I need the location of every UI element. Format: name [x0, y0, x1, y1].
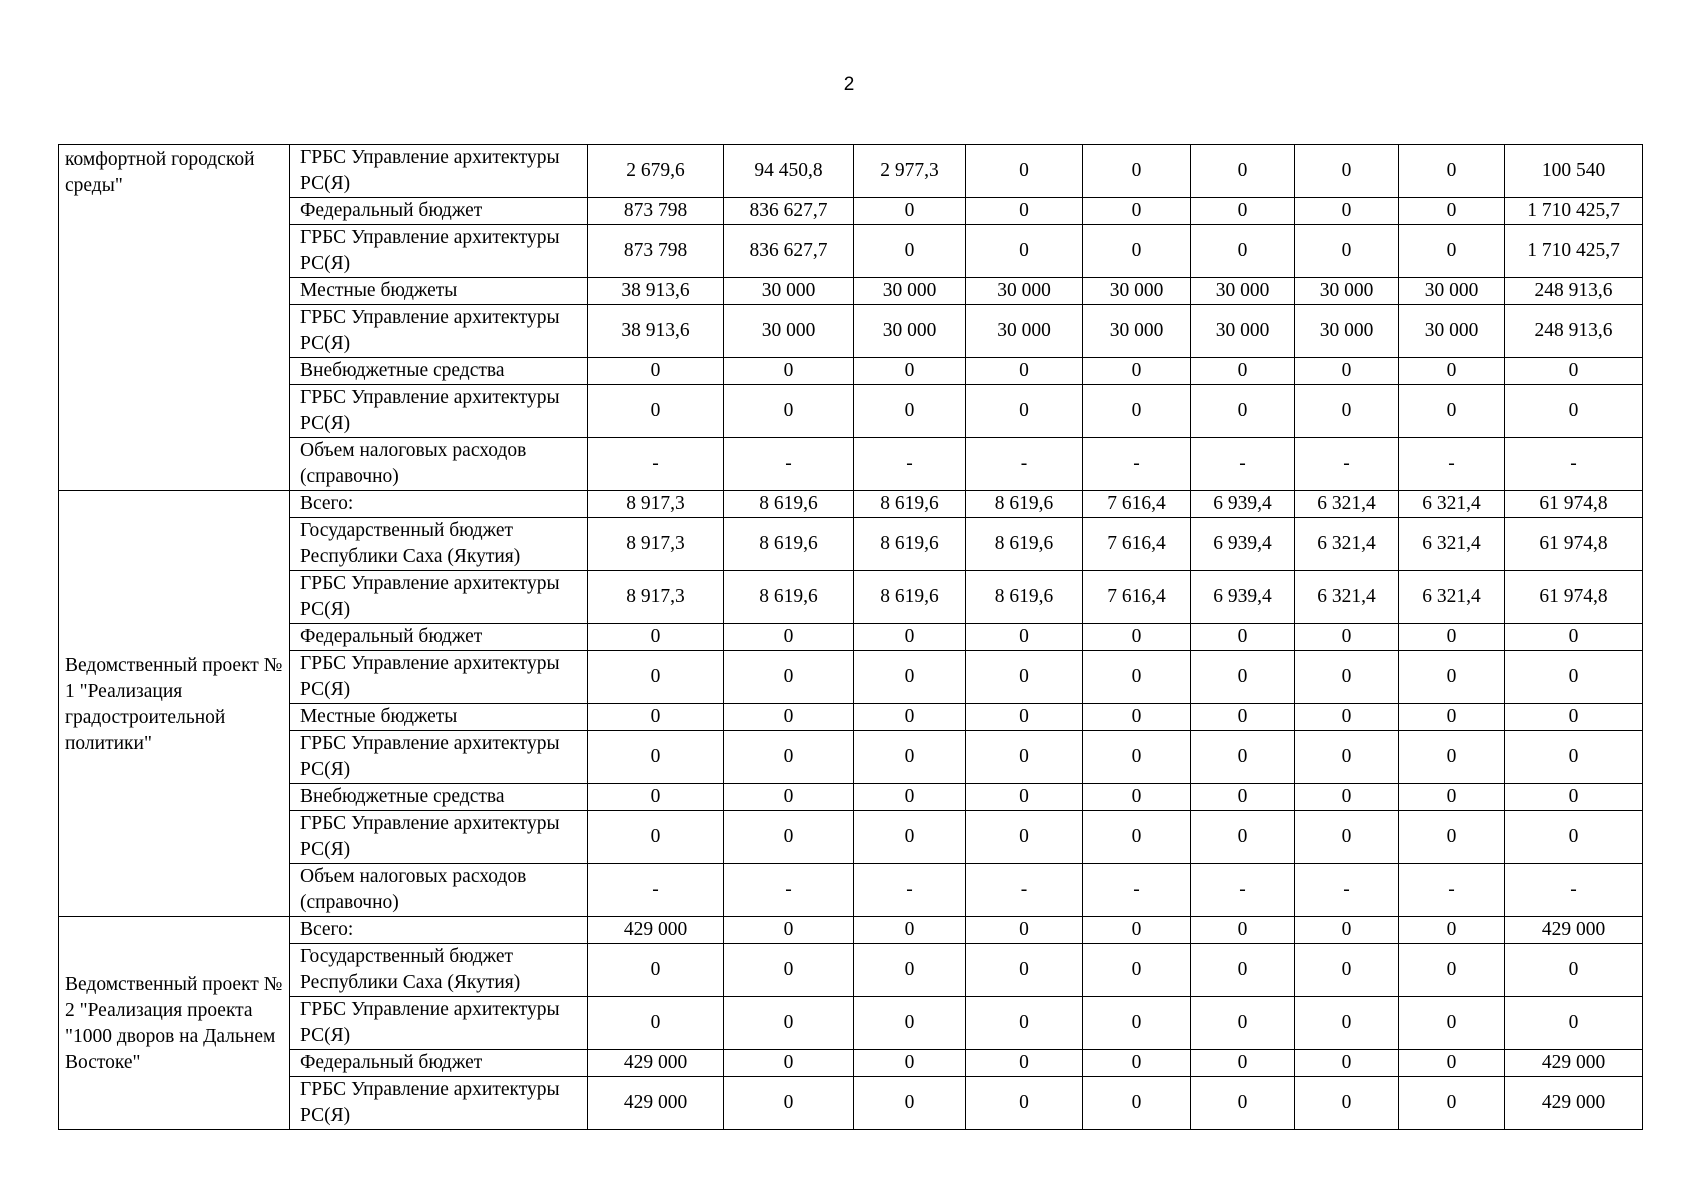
year-value: 0: [966, 145, 1083, 198]
year-value: 8 619,6: [854, 518, 966, 571]
year-value: 6 939,4: [1191, 518, 1295, 571]
year-value: 30 000: [724, 278, 854, 305]
year-value: 0: [1295, 624, 1399, 651]
year-value: 0: [854, 1050, 966, 1077]
table-row: [59, 438, 1643, 491]
year-value: 0: [1399, 1050, 1505, 1077]
budget-table: [58, 144, 1643, 1130]
funding-source: Местные бюджеты: [290, 704, 588, 731]
total-value: 0: [1505, 358, 1643, 385]
year-value: 0: [854, 811, 966, 864]
year-value: 94 450,8: [724, 145, 854, 198]
year-value: -: [966, 438, 1083, 491]
year-value: 0: [1191, 997, 1295, 1050]
total-value: 0: [1505, 624, 1643, 651]
year-value: 0: [1295, 917, 1399, 944]
year-value: 0: [1083, 784, 1191, 811]
funding-source: Государственный бюджет Республики Саха (Якутия): [290, 518, 588, 571]
year-value: 0: [1399, 731, 1505, 784]
year-value: 0: [1191, 731, 1295, 784]
year-value: -: [1295, 864, 1399, 917]
year-value: 0: [1083, 225, 1191, 278]
year-value: 0: [588, 651, 724, 704]
year-value: 0: [1083, 385, 1191, 438]
year-value: 0: [1191, 784, 1295, 811]
year-value: 38 913,6: [588, 278, 724, 305]
year-value: -: [1083, 438, 1191, 491]
year-value: 38 913,6: [588, 305, 724, 358]
year-value: 0: [1083, 145, 1191, 198]
funding-source: ГРБС Управление архитектуры РС(Я): [290, 1077, 588, 1130]
table-row: [59, 997, 1643, 1050]
year-value: 0: [1191, 145, 1295, 198]
year-value: 0: [1295, 385, 1399, 438]
year-value: 30 000: [1083, 305, 1191, 358]
total-value: 0: [1505, 784, 1643, 811]
total-value: 429 000: [1505, 917, 1643, 944]
funding-source: Федеральный бюджет: [290, 1050, 588, 1077]
year-value: 0: [1083, 624, 1191, 651]
year-value: 8 619,6: [966, 518, 1083, 571]
year-value: 0: [724, 1077, 854, 1130]
table-row: [59, 944, 1643, 997]
year-value: 0: [1191, 198, 1295, 225]
section-name: Ведомственный проект № 1 "Реализация градостроительной политики": [59, 491, 290, 917]
year-value: 30 000: [966, 305, 1083, 358]
year-value: 0: [1399, 225, 1505, 278]
year-value: 0: [1191, 811, 1295, 864]
year-value: 7 616,4: [1083, 571, 1191, 624]
year-value: 0: [1399, 651, 1505, 704]
year-value: 2 977,3: [854, 145, 966, 198]
year-value: 8 917,3: [588, 491, 724, 518]
year-value: 30 000: [1295, 278, 1399, 305]
year-value: 0: [588, 811, 724, 864]
total-value: 61 974,8: [1505, 491, 1643, 518]
year-value: 0: [966, 1077, 1083, 1130]
total-value: 0: [1505, 704, 1643, 731]
year-value: 0: [966, 917, 1083, 944]
year-value: 0: [966, 784, 1083, 811]
year-value: 8 619,6: [724, 518, 854, 571]
year-value: 8 619,6: [966, 571, 1083, 624]
funding-source: Всего:: [290, 917, 588, 944]
section-name: комфортной городской среды": [59, 145, 290, 491]
year-value: 0: [1295, 704, 1399, 731]
year-value: -: [724, 864, 854, 917]
year-value: 0: [724, 997, 854, 1050]
year-value: 0: [724, 385, 854, 438]
year-value: 0: [1399, 385, 1505, 438]
total-value: -: [1505, 864, 1643, 917]
table-row: [59, 198, 1643, 225]
year-value: 0: [1295, 198, 1399, 225]
funding-source: Федеральный бюджет: [290, 624, 588, 651]
year-value: 30 000: [854, 305, 966, 358]
year-value: 0: [588, 731, 724, 784]
funding-source: Государственный бюджет Республики Саха (Якутия): [290, 944, 588, 997]
year-value: 0: [1399, 1077, 1505, 1130]
year-value: 0: [854, 1077, 966, 1130]
year-value: 0: [1191, 358, 1295, 385]
table-row: [59, 491, 1643, 518]
funding-source: Объем налоговых расходов (справочно): [290, 864, 588, 917]
year-value: 0: [854, 997, 966, 1050]
year-value: 0: [1295, 1050, 1399, 1077]
funding-source: ГРБС Управление архитектуры РС(Я): [290, 997, 588, 1050]
year-value: 429 000: [588, 1077, 724, 1130]
year-value: 429 000: [588, 1050, 724, 1077]
year-value: 0: [1083, 917, 1191, 944]
year-value: 8 619,6: [854, 571, 966, 624]
year-value: 0: [854, 917, 966, 944]
year-value: 0: [724, 811, 854, 864]
table-row: [59, 145, 1643, 198]
year-value: 30 000: [854, 278, 966, 305]
year-value: 7 616,4: [1083, 491, 1191, 518]
year-value: 0: [1083, 731, 1191, 784]
total-value: 0: [1505, 731, 1643, 784]
year-value: 0: [854, 385, 966, 438]
table-row: [59, 811, 1643, 864]
year-value: -: [724, 438, 854, 491]
year-value: 429 000: [588, 917, 724, 944]
year-value: -: [1399, 438, 1505, 491]
year-value: 0: [1295, 997, 1399, 1050]
year-value: 0: [1295, 811, 1399, 864]
table-row: [59, 784, 1643, 811]
year-value: -: [1191, 438, 1295, 491]
year-value: 8 917,3: [588, 571, 724, 624]
year-value: 0: [966, 651, 1083, 704]
year-value: 0: [1295, 731, 1399, 784]
total-value: 429 000: [1505, 1077, 1643, 1130]
year-value: 0: [854, 944, 966, 997]
year-value: 0: [1191, 1077, 1295, 1130]
year-value: -: [854, 864, 966, 917]
year-value: 8 619,6: [966, 491, 1083, 518]
year-value: 0: [724, 704, 854, 731]
year-value: 0: [1399, 784, 1505, 811]
year-value: 0: [1399, 811, 1505, 864]
year-value: 0: [966, 385, 1083, 438]
year-value: 6 321,4: [1295, 491, 1399, 518]
table-body: [59, 145, 1643, 1130]
year-value: 0: [1083, 997, 1191, 1050]
table-row: [59, 704, 1643, 731]
year-value: 30 000: [1399, 305, 1505, 358]
year-value: 0: [966, 358, 1083, 385]
table-row: [59, 917, 1643, 944]
total-value: 248 913,6: [1505, 305, 1643, 358]
year-value: 0: [854, 731, 966, 784]
funding-source: Объем налоговых расходов (справочно): [290, 438, 588, 491]
year-value: 0: [1191, 385, 1295, 438]
year-value: -: [854, 438, 966, 491]
year-value: 0: [1295, 651, 1399, 704]
year-value: 0: [854, 358, 966, 385]
year-value: -: [966, 864, 1083, 917]
year-value: 0: [1295, 784, 1399, 811]
year-value: 0: [966, 731, 1083, 784]
total-value: 0: [1505, 997, 1643, 1050]
year-value: 6 939,4: [1191, 491, 1295, 518]
year-value: 836 627,7: [724, 198, 854, 225]
funding-source: ГРБС Управление архитектуры РС(Я): [290, 225, 588, 278]
year-value: 30 000: [1083, 278, 1191, 305]
year-value: 0: [1399, 198, 1505, 225]
year-value: -: [588, 438, 724, 491]
table-row: [59, 385, 1643, 438]
year-value: 8 917,3: [588, 518, 724, 571]
table-row: [59, 651, 1643, 704]
year-value: 0: [588, 997, 724, 1050]
year-value: 0: [1399, 917, 1505, 944]
year-value: 8 619,6: [724, 491, 854, 518]
year-value: 6 321,4: [1295, 571, 1399, 624]
year-value: 0: [588, 385, 724, 438]
total-value: 1 710 425,7: [1505, 198, 1643, 225]
year-value: 6 939,4: [1191, 571, 1295, 624]
year-value: 0: [724, 651, 854, 704]
year-value: 0: [1295, 225, 1399, 278]
year-value: -: [1295, 438, 1399, 491]
year-value: 0: [854, 225, 966, 278]
year-value: 0: [1191, 704, 1295, 731]
year-value: 0: [966, 997, 1083, 1050]
year-value: 0: [1399, 145, 1505, 198]
page-number: 2: [843, 74, 855, 95]
year-value: 0: [1083, 811, 1191, 864]
year-value: 873 798: [588, 225, 724, 278]
section-name: Ведомственный проект № 2 "Реализация проекта "1000 дворов на Дальнем Востоке": [59, 917, 290, 1130]
year-value: 0: [588, 624, 724, 651]
year-value: 0: [1191, 944, 1295, 997]
funding-source: Всего:: [290, 491, 588, 518]
year-value: 873 798: [588, 198, 724, 225]
funding-source: Федеральный бюджет: [290, 198, 588, 225]
year-value: 0: [1083, 704, 1191, 731]
total-value: 100 540: [1505, 145, 1643, 198]
year-value: 0: [724, 624, 854, 651]
year-value: 0: [1083, 944, 1191, 997]
table-row: [59, 731, 1643, 784]
total-value: 0: [1505, 944, 1643, 997]
year-value: 6 321,4: [1399, 518, 1505, 571]
year-value: 0: [854, 198, 966, 225]
year-value: 30 000: [1191, 305, 1295, 358]
table-row: [59, 1050, 1643, 1077]
year-value: 0: [724, 731, 854, 784]
year-value: 0: [1295, 1077, 1399, 1130]
year-value: 0: [966, 1050, 1083, 1077]
year-value: 0: [966, 811, 1083, 864]
year-value: 0: [1083, 651, 1191, 704]
year-value: 0: [966, 198, 1083, 225]
year-value: 0: [1191, 225, 1295, 278]
year-value: 30 000: [1399, 278, 1505, 305]
year-value: 0: [724, 1050, 854, 1077]
funding-source: ГРБС Управление архитектуры РС(Я): [290, 651, 588, 704]
total-value: 1 710 425,7: [1505, 225, 1643, 278]
table-row: [59, 518, 1643, 571]
year-value: 0: [854, 704, 966, 731]
year-value: 30 000: [1191, 278, 1295, 305]
funding-source: ГРБС Управление архитектуры РС(Я): [290, 385, 588, 438]
total-value: -: [1505, 438, 1643, 491]
funding-source: Внебюджетные средства: [290, 784, 588, 811]
funding-source: Местные бюджеты: [290, 278, 588, 305]
year-value: 0: [1399, 944, 1505, 997]
year-value: 0: [966, 704, 1083, 731]
total-value: 429 000: [1505, 1050, 1643, 1077]
year-value: 30 000: [724, 305, 854, 358]
year-value: 0: [724, 944, 854, 997]
year-value: 0: [1399, 704, 1505, 731]
year-value: 0: [1083, 358, 1191, 385]
year-value: 6 321,4: [1399, 491, 1505, 518]
year-value: 7 616,4: [1083, 518, 1191, 571]
year-value: 6 321,4: [1399, 571, 1505, 624]
table-row: [59, 1077, 1643, 1130]
year-value: 0: [1399, 358, 1505, 385]
funding-source: ГРБС Управление архитектуры РС(Я): [290, 731, 588, 784]
year-value: 0: [588, 704, 724, 731]
year-value: 0: [854, 784, 966, 811]
table-row: [59, 225, 1643, 278]
year-value: 0: [1295, 944, 1399, 997]
year-value: 0: [724, 917, 854, 944]
year-value: 0: [1083, 1050, 1191, 1077]
year-value: 0: [1295, 145, 1399, 198]
year-value: -: [1191, 864, 1295, 917]
year-value: 0: [588, 784, 724, 811]
year-value: 8 619,6: [724, 571, 854, 624]
year-value: 0: [1191, 1050, 1295, 1077]
funding-source: ГРБС Управление архитектуры РС(Я): [290, 571, 588, 624]
year-value: 0: [966, 624, 1083, 651]
year-value: 0: [1295, 358, 1399, 385]
total-value: 61 974,8: [1505, 518, 1643, 571]
table-row: [59, 278, 1643, 305]
table-row: [59, 305, 1643, 358]
year-value: 0: [966, 225, 1083, 278]
funding-source: ГРБС Управление архитектуры РС(Я): [290, 305, 588, 358]
year-value: 0: [1083, 1077, 1191, 1130]
year-value: 0: [1399, 997, 1505, 1050]
year-value: 0: [854, 651, 966, 704]
year-value: 836 627,7: [724, 225, 854, 278]
year-value: 30 000: [1295, 305, 1399, 358]
year-value: -: [1083, 864, 1191, 917]
year-value: 0: [966, 944, 1083, 997]
total-value: 0: [1505, 811, 1643, 864]
table-row: [59, 864, 1643, 917]
table-row: [59, 571, 1643, 624]
year-value: 6 321,4: [1295, 518, 1399, 571]
year-value: 0: [1191, 917, 1295, 944]
year-value: 0: [724, 358, 854, 385]
funding-source: ГРБС Управление архитектуры РС(Я): [290, 145, 588, 198]
funding-source: ГРБС Управление архитектуры РС(Я): [290, 811, 588, 864]
year-value: -: [1399, 864, 1505, 917]
year-value: 0: [588, 944, 724, 997]
year-value: 0: [1083, 198, 1191, 225]
year-value: 0: [1191, 651, 1295, 704]
year-value: 0: [724, 784, 854, 811]
year-value: 0: [854, 624, 966, 651]
year-value: -: [588, 864, 724, 917]
table-row: [59, 358, 1643, 385]
year-value: 30 000: [966, 278, 1083, 305]
total-value: 0: [1505, 651, 1643, 704]
total-value: 61 974,8: [1505, 571, 1643, 624]
year-value: 2 679,6: [588, 145, 724, 198]
total-value: 0: [1505, 385, 1643, 438]
total-value: 248 913,6: [1505, 278, 1643, 305]
year-value: 0: [1191, 624, 1295, 651]
year-value: 0: [588, 358, 724, 385]
year-value: 8 619,6: [854, 491, 966, 518]
year-value: 0: [1399, 624, 1505, 651]
funding-source: Внебюджетные средства: [290, 358, 588, 385]
table-row: [59, 624, 1643, 651]
